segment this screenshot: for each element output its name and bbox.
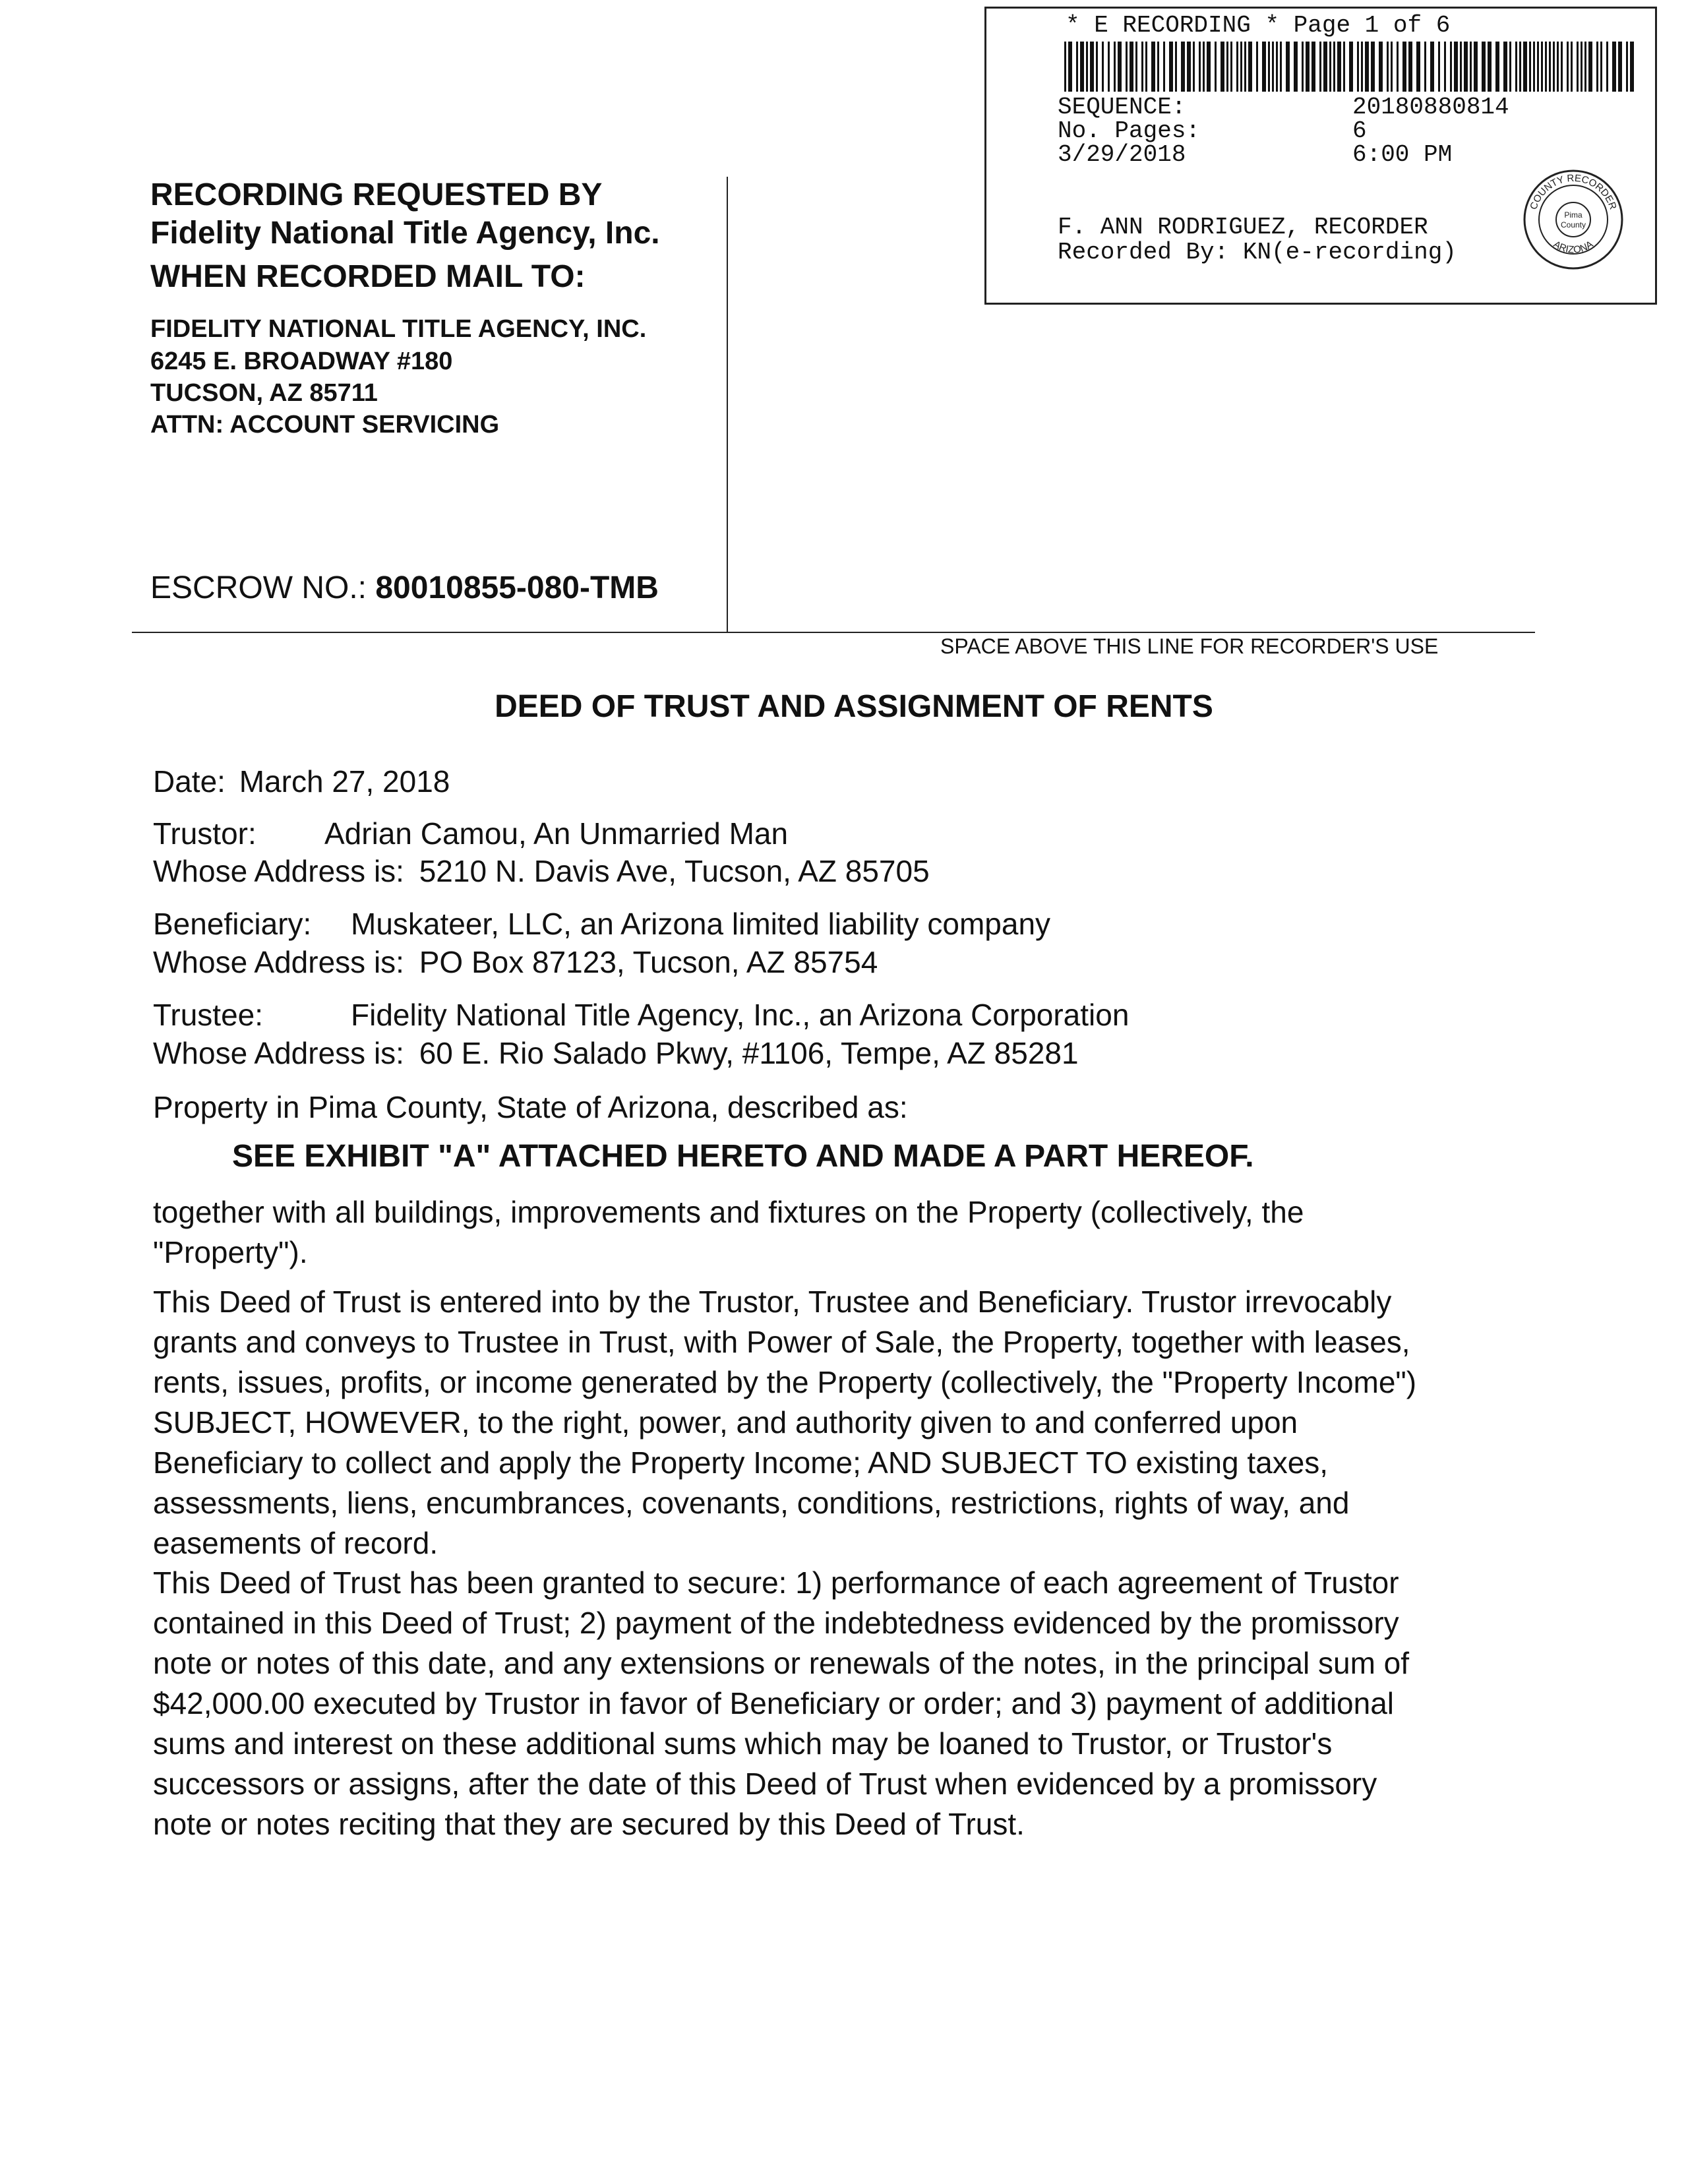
text-line: SUBJECT, HOWEVER, to the right, power, and authority given to and conferred upon <box>153 1405 1298 1440</box>
barcode-bar <box>1068 42 1072 92</box>
barcode-bar <box>1474 42 1478 92</box>
together-paragraph <box>153 1192 1304 1273</box>
conveyance-paragraph <box>153 1282 1416 1563</box>
barcode-bar <box>1333 42 1335 92</box>
barcode-bar <box>1454 42 1458 92</box>
barcode-bar <box>1533 42 1535 92</box>
barcode-bar <box>1240 42 1242 92</box>
barcode-bar <box>1215 42 1217 92</box>
barcode-bar <box>1416 42 1420 92</box>
barcode-bar <box>1464 42 1468 92</box>
requesting-agency: Fidelity National Title Agency, Inc. <box>150 216 660 251</box>
barcode-bar <box>1460 42 1462 92</box>
barcode-bar <box>1199 42 1201 92</box>
space-above-label: SPACE ABOVE THIS LINE FOR RECORDER'S USE <box>940 634 1439 658</box>
barcode-bar <box>1248 42 1252 92</box>
address-label: Whose Address is: <box>153 1036 404 1070</box>
barcode-bar <box>1503 42 1507 92</box>
barcode-bar <box>1302 42 1304 92</box>
text-line: grants and conveys to Trustee in Trust, with Power of Sale, the Property, together with leases, <box>153 1325 1410 1359</box>
text-line: "Property"). <box>153 1235 308 1269</box>
barcode-bar <box>1488 42 1492 92</box>
date-line <box>153 764 450 799</box>
barcode-bar <box>1557 42 1559 92</box>
text-line: sums and interest on these additional sums which may be loaned to Trustor, or Trustor's <box>153 1726 1333 1761</box>
barcode-bar <box>1600 42 1602 92</box>
barcode-bar <box>1187 42 1191 92</box>
recorder-stamp-box <box>984 7 1657 305</box>
barcode-bar <box>1175 42 1177 92</box>
barcode-bar <box>1361 42 1363 92</box>
address-label: Whose Address is: <box>153 854 404 888</box>
barcode-bar <box>1126 42 1128 92</box>
barcode-bar <box>1311 42 1315 92</box>
barcode-bar <box>1581 42 1582 92</box>
barcode-bar <box>1349 42 1353 92</box>
barcode-bar <box>1397 42 1399 92</box>
trustor-label: Trustor: <box>153 816 256 851</box>
barcode-bar <box>1606 42 1608 92</box>
barcode-bar <box>1567 42 1569 92</box>
barcode-bar <box>1529 42 1531 92</box>
barcode-bar <box>1064 42 1066 92</box>
barcode-bar <box>1141 42 1143 92</box>
barcode-bar <box>1076 42 1078 92</box>
barcode-bar <box>1357 42 1359 92</box>
barcode-bar <box>1482 42 1486 92</box>
barcode-bar <box>1236 42 1238 92</box>
barcode-bar <box>1230 42 1232 92</box>
mail-address-line: ATTN: ACCOUNT SERVICING <box>150 411 500 439</box>
trustor-address <box>153 853 930 889</box>
barcode-bar <box>1630 42 1634 92</box>
barcode-bar <box>1203 42 1205 92</box>
barcode-bar <box>1323 42 1327 92</box>
barcode-bar <box>1135 42 1137 92</box>
barcode-bar <box>1450 42 1452 92</box>
barcode-bar <box>1294 42 1298 92</box>
barcode-bar <box>1108 42 1110 92</box>
barcode-bar <box>1343 42 1345 92</box>
barcode-bar <box>1244 42 1246 92</box>
barcode-bar <box>1549 42 1551 92</box>
barcode-bar <box>1268 42 1270 92</box>
barcode-bar <box>1379 42 1383 92</box>
barcode <box>1064 42 1638 92</box>
text-line: Beneficiary to collect and apply the Property Income; AND SUBJECT TO existing taxes, <box>153 1445 1329 1480</box>
barcode-bar <box>1157 42 1159 92</box>
barcode-bar <box>1618 42 1622 92</box>
security-paragraph <box>153 1563 1409 1844</box>
mail-address-line: 6245 E. BROADWAY #180 <box>150 348 453 375</box>
trustor-name: Adrian Camou, An Unmarried Man <box>324 816 789 851</box>
barcode-bar <box>1444 42 1446 92</box>
barcode-bar <box>1561 42 1563 92</box>
svg-text:County: County <box>1560 220 1586 229</box>
barcode-bar <box>1537 42 1539 92</box>
barcode-bar <box>1438 42 1440 92</box>
stamp-date: 3/29/2018 <box>1058 141 1186 168</box>
mail-to-heading: WHEN RECORDED MAIL TO: <box>150 259 586 294</box>
barcode-bar <box>1329 42 1331 92</box>
barcode-bar <box>1151 42 1155 92</box>
beneficiary-address <box>153 944 878 980</box>
barcode-bar <box>1424 42 1426 92</box>
barcode-bar <box>1577 42 1579 92</box>
barcode-bar <box>1086 42 1088 92</box>
recording-requested-heading: RECORDING REQUESTED BY <box>150 177 603 212</box>
beneficiary-label: Beneficiary: <box>153 907 312 941</box>
text-line: note or notes of this date, and any extensions or renewals of the notes, in the principal sum of <box>153 1646 1410 1680</box>
barcode-bar <box>1337 42 1341 92</box>
date-label: Date: <box>153 764 226 799</box>
barcode-bar <box>1272 42 1274 92</box>
svg-text:COUNTY RECORDER: COUNTY RECORDER <box>1528 172 1619 212</box>
barcode-bar <box>1256 42 1258 92</box>
barcode-bar <box>1519 42 1521 92</box>
text-line: easements of record. <box>153 1526 438 1560</box>
text-line: contained in this Deed of Trust; 2) payment of the indebtedness evidenced by the promissory <box>153 1606 1399 1640</box>
barcode-bar <box>1226 42 1228 92</box>
barcode-bar <box>1286 42 1290 92</box>
trustee-address <box>153 1035 1079 1071</box>
barcode-bar <box>1371 42 1375 92</box>
text-line: together with all buildings, improvements and fixtures on the Property (collectively, the <box>153 1195 1304 1229</box>
address-value: 60 E. Rio Salado Pkwy, #1106, Tempe, AZ 85281 <box>419 1036 1079 1070</box>
recorder-use-line <box>132 632 1535 633</box>
stamp-sequence-label: SEQUENCE: <box>1058 94 1186 121</box>
barcode-bar <box>1262 42 1266 92</box>
barcode-bar <box>1509 42 1511 92</box>
address-value: 5210 N. Davis Ave, Tucson, AZ 85705 <box>419 854 930 888</box>
barcode-bar <box>1193 42 1195 92</box>
svg-text:Pima: Pima <box>1564 210 1582 220</box>
barcode-bar <box>1626 42 1628 92</box>
barcode-bar <box>1102 42 1104 92</box>
stamp-recording-line: * E RECORDING * Page 1 of 6 <box>1066 12 1451 39</box>
text-line: successors or assigns, after the date of this Deed of Trust when evidenced by a promissory <box>153 1767 1377 1801</box>
exhibit-line: SEE EXHIBIT "A" ATTACHED HERETO AND MADE A PART HEREOF. <box>232 1139 1254 1174</box>
text-line: This Deed of Trust has been granted to secure: 1) performance of each agreement of Trustor <box>153 1565 1399 1600</box>
beneficiary-name: Muskateer, LLC, an Arizona limited liability company <box>351 907 1051 941</box>
mail-address-line: FIDELITY NATIONAL TITLE AGENCY, INC. <box>150 315 647 343</box>
property-line: Property in Pima County, State of Arizona, described as: <box>153 1090 908 1124</box>
address-label: Whose Address is: <box>153 945 404 979</box>
barcode-bar <box>1169 42 1173 92</box>
barcode-bar <box>1118 42 1122 92</box>
barcode-bar <box>1588 42 1592 92</box>
svg-text:ARIZONA: ARIZONA <box>1551 238 1596 256</box>
barcode-bar <box>1612 42 1616 92</box>
barcode-bar <box>1408 42 1412 92</box>
escrow-label: ESCROW NO.: <box>150 570 367 605</box>
barcode-bar <box>1571 42 1573 92</box>
barcode-bar <box>1596 42 1598 92</box>
text-line: note or notes reciting that they are secured by this Deed of Trust. <box>153 1807 1025 1841</box>
barcode-bar <box>1096 42 1098 92</box>
stamp-recorded-by: Recorded By: KN(e-recording) <box>1058 239 1457 266</box>
barcode-bar <box>1430 42 1434 92</box>
barcode-bar <box>1207 42 1211 92</box>
document-title: DEED OF TRUST AND ASSIGNMENT OF RENTS <box>495 689 1213 724</box>
mail-address-line: TUCSON, AZ 85711 <box>150 379 378 407</box>
barcode-bar <box>1365 42 1369 92</box>
address-value: PO Box 87123, Tucson, AZ 85754 <box>419 945 878 979</box>
stamp-sequence-value: 20180880814 <box>1352 94 1509 121</box>
barcode-bar <box>1221 42 1224 92</box>
barcode-bar <box>1553 42 1555 92</box>
trustee-name: Fidelity National Title Agency, Inc., an Arizona Corporation <box>351 998 1130 1032</box>
date-value: March 27, 2018 <box>239 764 450 799</box>
stamp-pages-label: No. Pages: <box>1058 117 1201 144</box>
barcode-bar <box>1541 42 1543 92</box>
barcode-bar <box>1495 42 1499 92</box>
escrow-value: 80010855-080-TMB <box>375 570 659 605</box>
barcode-bar <box>1114 42 1116 92</box>
stamp-time: 6:00 PM <box>1352 141 1453 168</box>
barcode-bar <box>1163 42 1165 92</box>
barcode-bar <box>1387 42 1389 92</box>
barcode-bar <box>1306 42 1310 92</box>
barcode-bar <box>1080 42 1084 92</box>
barcode-bar <box>1515 42 1517 92</box>
vertical-divider <box>727 177 728 632</box>
county-seal-icon <box>1521 167 1626 272</box>
text-line: rents, issues, profits, or income generated by the Property (collectively, the "Property Income") <box>153 1365 1417 1399</box>
barcode-bar <box>1545 42 1547 92</box>
barcode-bar <box>1280 42 1282 92</box>
text-line: This Deed of Trust is entered into by the Trustor, Trustee and Beneficiary. Trustor irrevocably <box>153 1285 1392 1319</box>
barcode-bar <box>1090 42 1094 92</box>
text-line: assessments, liens, encumbrances, covenants, conditions, restrictions, rights of way, and <box>153 1486 1350 1520</box>
text-line: $42,000.00 executed by Trustor in favor of Beneficiary or order; and 3) payment of additional <box>153 1686 1395 1720</box>
barcode-bar <box>1276 42 1278 92</box>
barcode-bar <box>1402 42 1406 92</box>
barcode-bar <box>1523 42 1527 92</box>
barcode-bar <box>1584 42 1586 92</box>
stamp-pages-value: 6 <box>1352 117 1367 144</box>
barcode-bar <box>1145 42 1147 92</box>
stamp-recorder-name: F. ANN RODRIGUEZ, RECORDER <box>1058 214 1428 241</box>
barcode-bar <box>1319 42 1321 92</box>
barcode-bar <box>1181 42 1185 92</box>
escrow-number <box>150 570 659 606</box>
trustee-label: Trustee: <box>153 998 264 1032</box>
barcode-bar <box>1130 42 1133 92</box>
barcode-bar <box>1391 42 1393 92</box>
barcode-bar <box>1470 42 1472 92</box>
